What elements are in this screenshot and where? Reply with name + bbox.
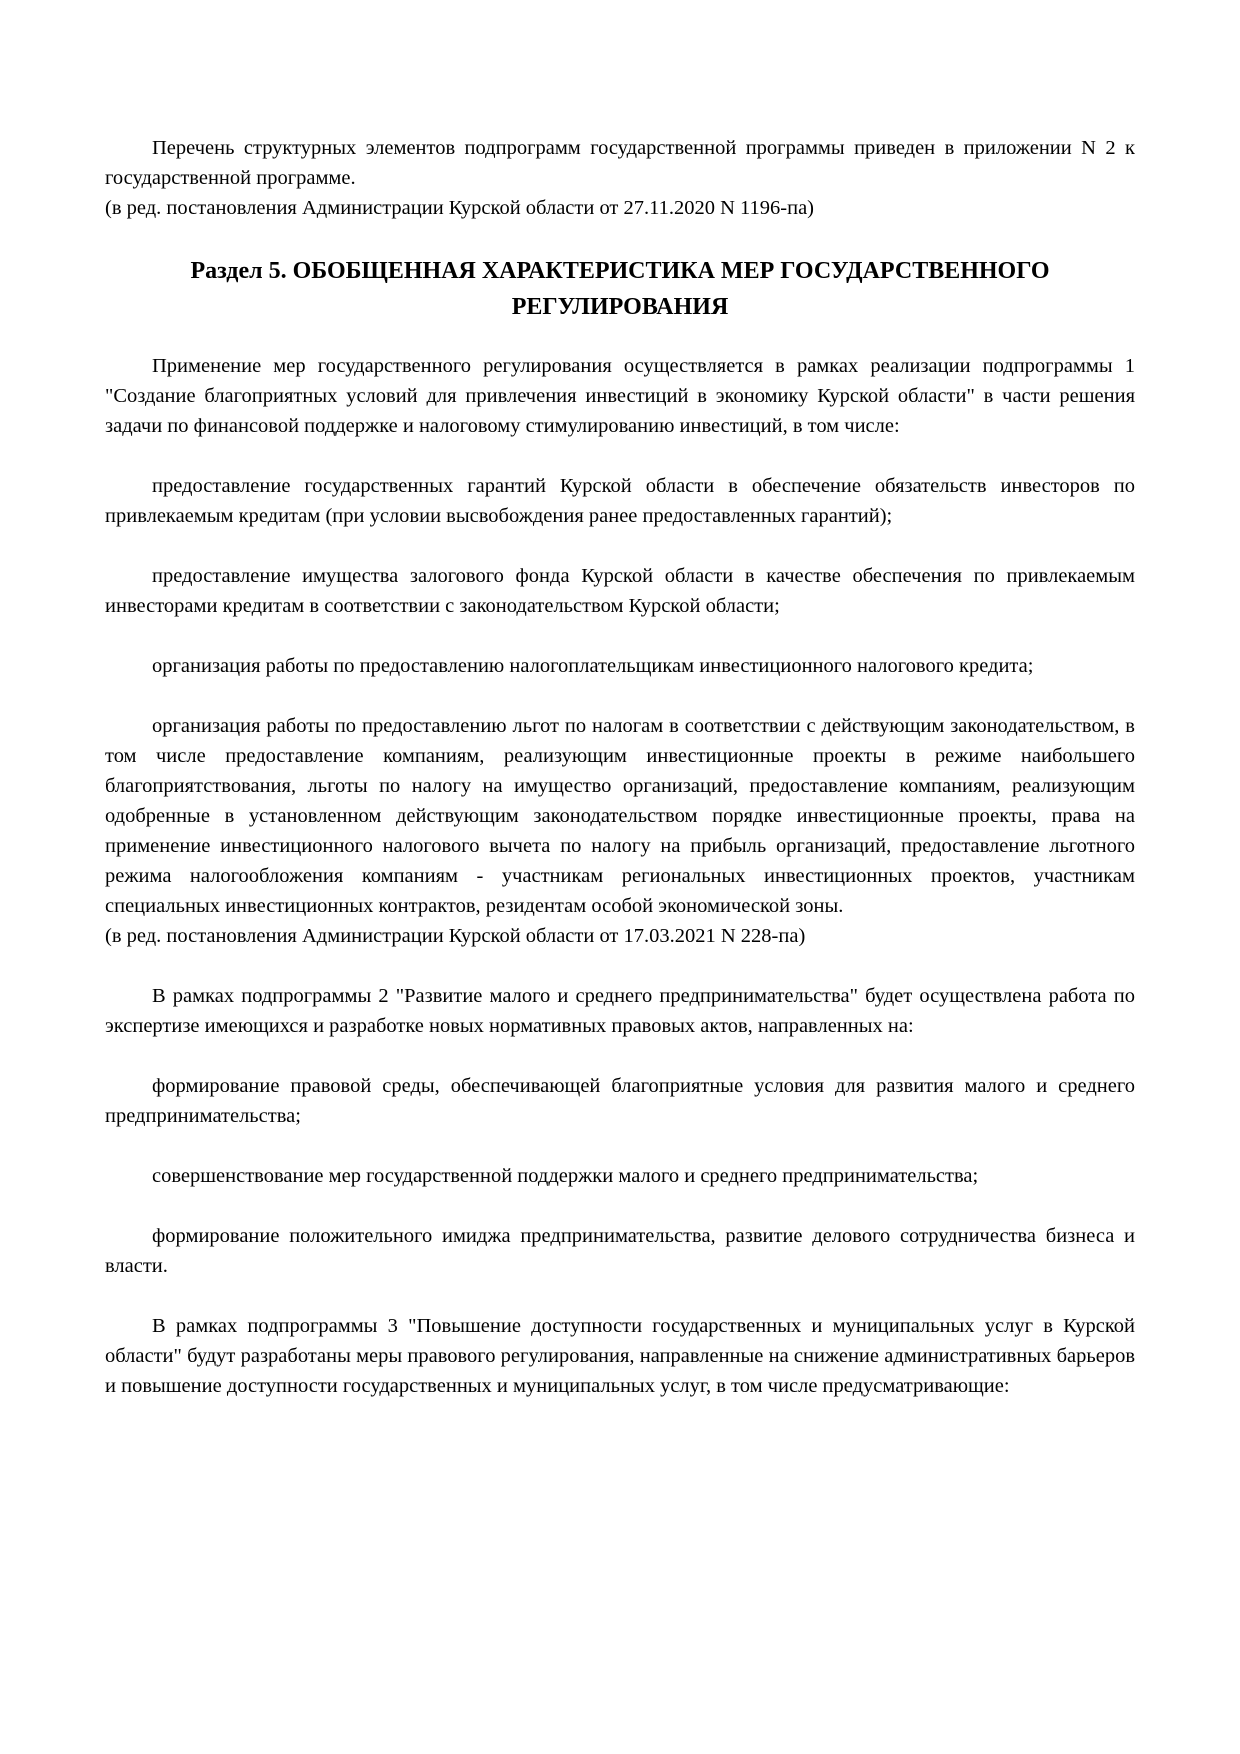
paragraph-intro: Перечень структурных элементов подпрограмм государственной программы приведен в приложении N 2 к государственной программе. bbox=[105, 137, 1135, 189]
section-5-heading: Раздел 5. ОБОБЩЕННАЯ ХАРАКТЕРИСТИКА МЕР ГОСУДАРСТВЕННОГО РЕГУЛИРОВАНИЯ bbox=[190, 258, 1050, 320]
paragraph-business-image: формирование положительного имиджа предпринимательства, развитие делового сотрудничества бизнеса и власти. bbox=[105, 1225, 1135, 1277]
paragraph-state-support: совершенствование мер государственной поддержки малого и среднего предпринимательства; bbox=[152, 1165, 979, 1187]
paragraph-tax-benefits: организация работы по предоставлению льгот по налогам в соответствии с действующим законодательством, в том числе предоставление компаниям, реализующим инвестиционные проекты в режиме наибольшего благоприятствования, льготы по налогу на имущество организаций, предоставление компаниям, реализующим одобренные в установленном действующим законодательством порядке инвестиционные проекты, права на применение инвестиционного налогового вычета по налогу на прибыль организаций, предоставление льготного режима налогообложения компаниям - участникам региональных инвестиционных проектов, участникам специальных инвестиционных контрактов, резидентам особой экономической зоны. bbox=[105, 715, 1135, 917]
paragraph-subprogram-3: В рамках подпрограммы 3 "Повышение доступности государственных и муниципальных услуг в Курской области" будут разработаны меры правового регулирования, направленные на снижение административных барьеров и повышение доступности государственных и муниципальных услуг, в том числе предусматривающие: bbox=[105, 1315, 1135, 1397]
amendment-note-1: (в ред. постановления Администрации Курской области от 27.11.2020 N 1196-па) bbox=[105, 197, 815, 219]
paragraph-legal-environment: формирование правовой среды, обеспечивающей благоприятные условия для развития малого и среднего предпринимательства; bbox=[105, 1075, 1135, 1127]
paragraph-subprogram-1: Применение мер государственного регулирования осуществляется в рамках реализации подпрограммы 1 "Создание благоприятных условий для привлечения инвестиций в экономику Курской области" в части решения задачи по финансовой поддержке и налоговому стимулированию инвестиций, в том числе: bbox=[105, 355, 1135, 437]
paragraph-state-guarantees: предоставление государственных гарантий Курской области в обеспечение обязательств инвесторов по привлекаемым кредитам (при условии высвобождения ранее предоставленных гарантий); bbox=[105, 475, 1135, 527]
paragraph-tax-credit: организация работы по предоставлению налогоплательщикам инвестиционного налогового кредита; bbox=[152, 655, 1034, 677]
paragraph-subprogram-2: В рамках подпрограммы 2 "Развитие малого и среднего предпринимательства" будет осуществлена работа по экспертизе имеющихся и разработке новых нормативных правовых актов, направленных на: bbox=[105, 985, 1135, 1037]
paragraph-collateral-fund: предоставление имущества залогового фонда Курской области в качестве обеспечения по привлекаемым инвесторами кредитам в соответствии с законодательством Курской области; bbox=[105, 565, 1135, 617]
amendment-note-2: (в ред. постановления Администрации Курской области от 17.03.2021 N 228-па) bbox=[105, 925, 806, 947]
